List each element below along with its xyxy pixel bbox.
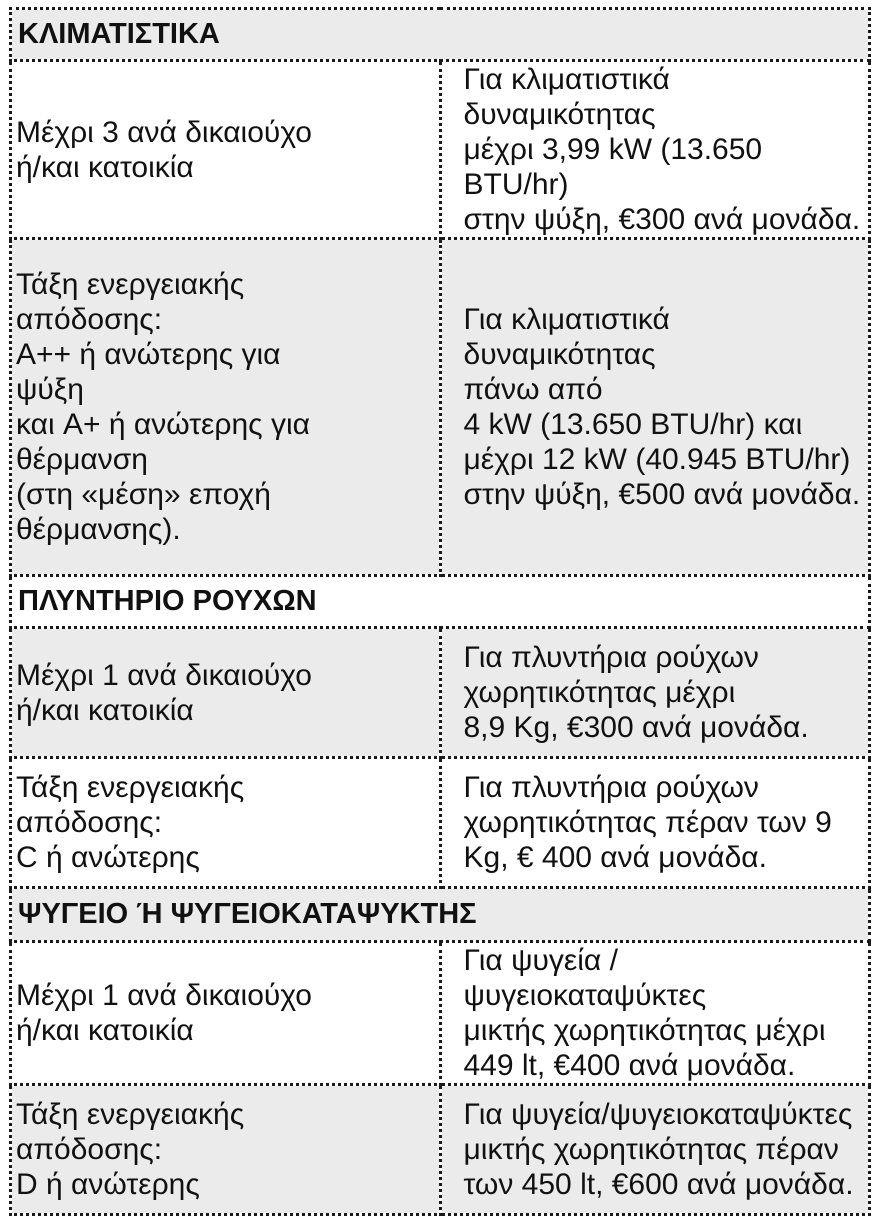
- section-heading-air-conditioners: ΚΛΙΜΑΤΙΣΤΙΚΑ: [11, 9, 870, 61]
- energy-class-cell: Τάξη ενεργειακής απόδοσης: C ή ανώτερης: [11, 758, 441, 888]
- subsidy-cell: Για ψυγεία/ψυγειοκαταψύκτες μικτής χωρητικότητας πέραν των 450 lt, €600 ανά μονάδα.: [440, 1085, 870, 1215]
- eligibility-cell: Μέχρι 1 ανά δικαιούχο ή/και κατοικία: [11, 628, 441, 758]
- subsidy-table-wrapper: [9, 7, 871, 1216]
- section-heading-refrigerators: ΨΥΓΕΙΟ Ή ΨΥΓΕΙΟΚΑΤΑΨΥΚΤΗΣ: [11, 888, 870, 942]
- table-row: [11, 1085, 870, 1215]
- table-row: [11, 628, 870, 758]
- subsidy-table: [9, 7, 871, 1216]
- table-row: [11, 758, 870, 888]
- subsidy-cell: Για ψυγεία / ψυγειοκαταψύκτες μικτής χωρητικότητας μέχρι 449 lt, €400 ανά μονάδα.: [440, 942, 870, 1085]
- subsidy-cell: Για πλυντήρια ρούχων χωρητικότητας μέχρι 8,9 Kg, €300 ανά μονάδα.: [440, 628, 870, 758]
- subsidy-cell: Για κλιματιστικά δυναμικότητας πάνω από 4 kW (13.650 BTU/hr) και μέχρι 12 kW (40.945 BTU/hr) στην ψύξη, €500 ανά μονάδα.: [440, 239, 870, 576]
- section-header-row: [11, 576, 870, 628]
- section-heading-washing-machines: ΠΛΥΝΤΗΡΙΟ ΡΟΥΧΩΝ: [11, 576, 870, 628]
- table-row: [11, 61, 870, 239]
- section-header-row: [11, 9, 870, 61]
- table-row: [11, 239, 870, 576]
- eligibility-cell: Μέχρι 3 ανά δικαιούχο ή/και κατοικία: [11, 61, 441, 239]
- subsidy-cell: Για κλιματιστικά δυναμικότητας μέχρι 3,99 kW (13.650 BTU/hr) στην ψύξη, €300 ανά μονάδα.: [440, 61, 870, 239]
- section-header-row: [11, 888, 870, 942]
- energy-class-cell: Τάξη ενεργειακής απόδοσης: A++ ή ανώτερης για ψύξη και A+ ή ανώτερης για θέρμανση (στη «μέση» εποχή θέρμανσης).: [11, 239, 441, 576]
- eligibility-cell: Μέχρι 1 ανά δικαιούχο ή/και κατοικία: [11, 942, 441, 1085]
- table-row: [11, 942, 870, 1085]
- energy-class-cell: Τάξη ενεργειακής απόδοσης: D ή ανώτερης: [11, 1085, 441, 1215]
- subsidy-cell: Για πλυντήρια ρούχων χωρητικότητας πέραν των 9 Kg, € 400 ανά μονάδα.: [440, 758, 870, 888]
